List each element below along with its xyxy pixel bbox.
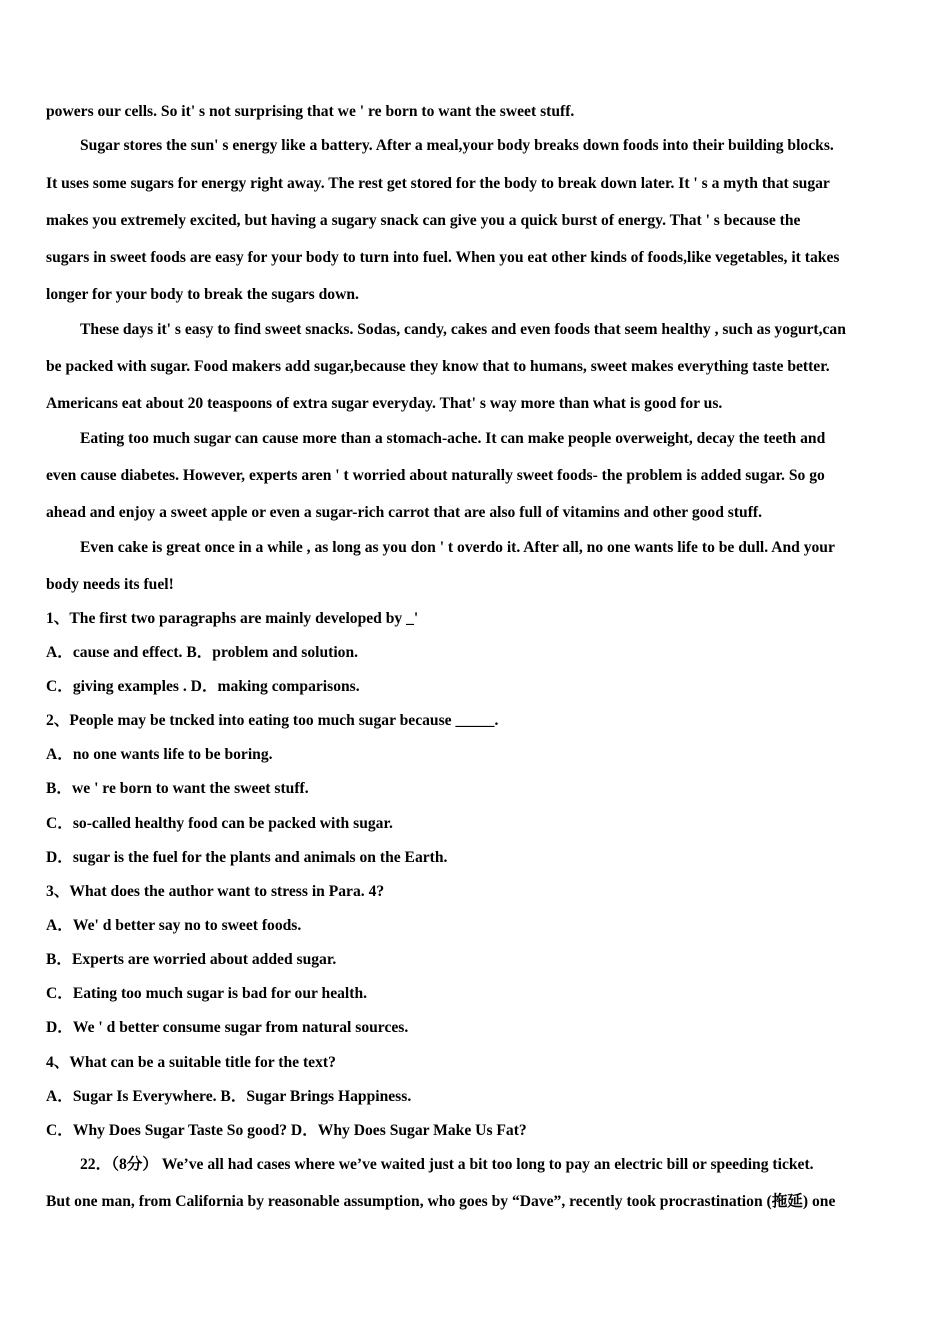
question-option: C．Eating too much sugar is bad for our health. (46, 985, 368, 1002)
question-stem: 2、People may be tncked into eating too much sugar because _____. (46, 712, 499, 729)
question-option: B．Experts are worried about added sugar. (46, 951, 337, 968)
question-stem: 4、What can be a suitable title for the text? (46, 1054, 336, 1071)
passage-line: makes you extremely excited, but having a sugary snack can give you a quick burst of energy. That ' s because the (46, 212, 801, 229)
question-options: C．Why Does Sugar Taste So good? D．Why Does Sugar Make Us Fat? (46, 1122, 527, 1139)
question-option: B．we ' re born to want the sweet stuff. (46, 780, 309, 797)
question-option: C．so-called healthy food can be packed with sugar. (46, 815, 393, 832)
passage-line: body needs its fuel! (46, 576, 174, 593)
passage-line: It uses some sugars for energy right away. The rest get stored for the body to break down later. It ' s a myth that sugar (46, 175, 830, 192)
passage-line: be packed with sugar. Food makers add sugar,because they know that to humans, sweet makes everything taste better. (46, 358, 830, 375)
question-option: D．We ' d better consume sugar from natural sources. (46, 1019, 409, 1036)
passage-line: sugars in sweet foods are easy for your body to turn into fuel. When you eat other kinds of foods,like vegetables, it takes (46, 249, 840, 266)
passage-line: longer for your body to break the sugars down. (46, 286, 359, 303)
passage-line: ahead and enjoy a sweet apple or even a sugar-rich carrot that are also full of vitamins and other good stuff. (46, 504, 762, 521)
passage-line: Even cake is great once in a while , as long as you don ' t overdo it. After all, no one wants life to be dull. And your (80, 539, 835, 556)
passage-line: These days it' s easy to find sweet snacks. Sodas, candy, cakes and even foods that seem healthy , such as yogurt,can (80, 321, 846, 338)
question-option: A．no one wants life to be boring. (46, 746, 273, 763)
question-options: A．cause and effect. B．problem and solution. (46, 644, 359, 661)
question-stem: 1、The first two paragraphs are mainly developed by _' (46, 610, 419, 627)
question-option: A．We' d better say no to sweet foods. (46, 917, 302, 934)
passage-line: even cause diabetes. However, experts aren ' t worried about naturally sweet foods- the problem is added sugar. So go (46, 467, 825, 484)
passage-line: Americans eat about 20 teaspoons of extra sugar everyday. That' s way more than what is good for us. (46, 395, 723, 412)
passage-line: powers our cells. So it' s not surprising that we ' re born to want the sweet stuff. (46, 103, 575, 120)
question-options: C．giving examples . D．making comparisons. (46, 678, 360, 695)
question-options: A．Sugar Is Everywhere. B．Sugar Brings Happiness. (46, 1088, 412, 1105)
question-stem: 3、What does the author want to stress in Para. 4? (46, 883, 385, 900)
question-option: D．sugar is the fuel for the plants and animals on the Earth. (46, 849, 448, 866)
passage-line: Sugar stores the sun' s energy like a battery. After a meal,your body breaks down foods into their building blocks. (80, 137, 834, 154)
next-section-line: But one man, from California by reasonable assumption, who goes by “Dave”, recently took procrastination (拖延) one (46, 1193, 836, 1210)
next-section-line: 22．（8分） We’ve all had cases where we’ve waited just a bit too long to pay an electric bill or speeding ticket. (80, 1156, 814, 1173)
passage-line: Eating too much sugar can cause more than a stomach-ache. It can make people overweight, decay the teeth and (80, 430, 826, 447)
